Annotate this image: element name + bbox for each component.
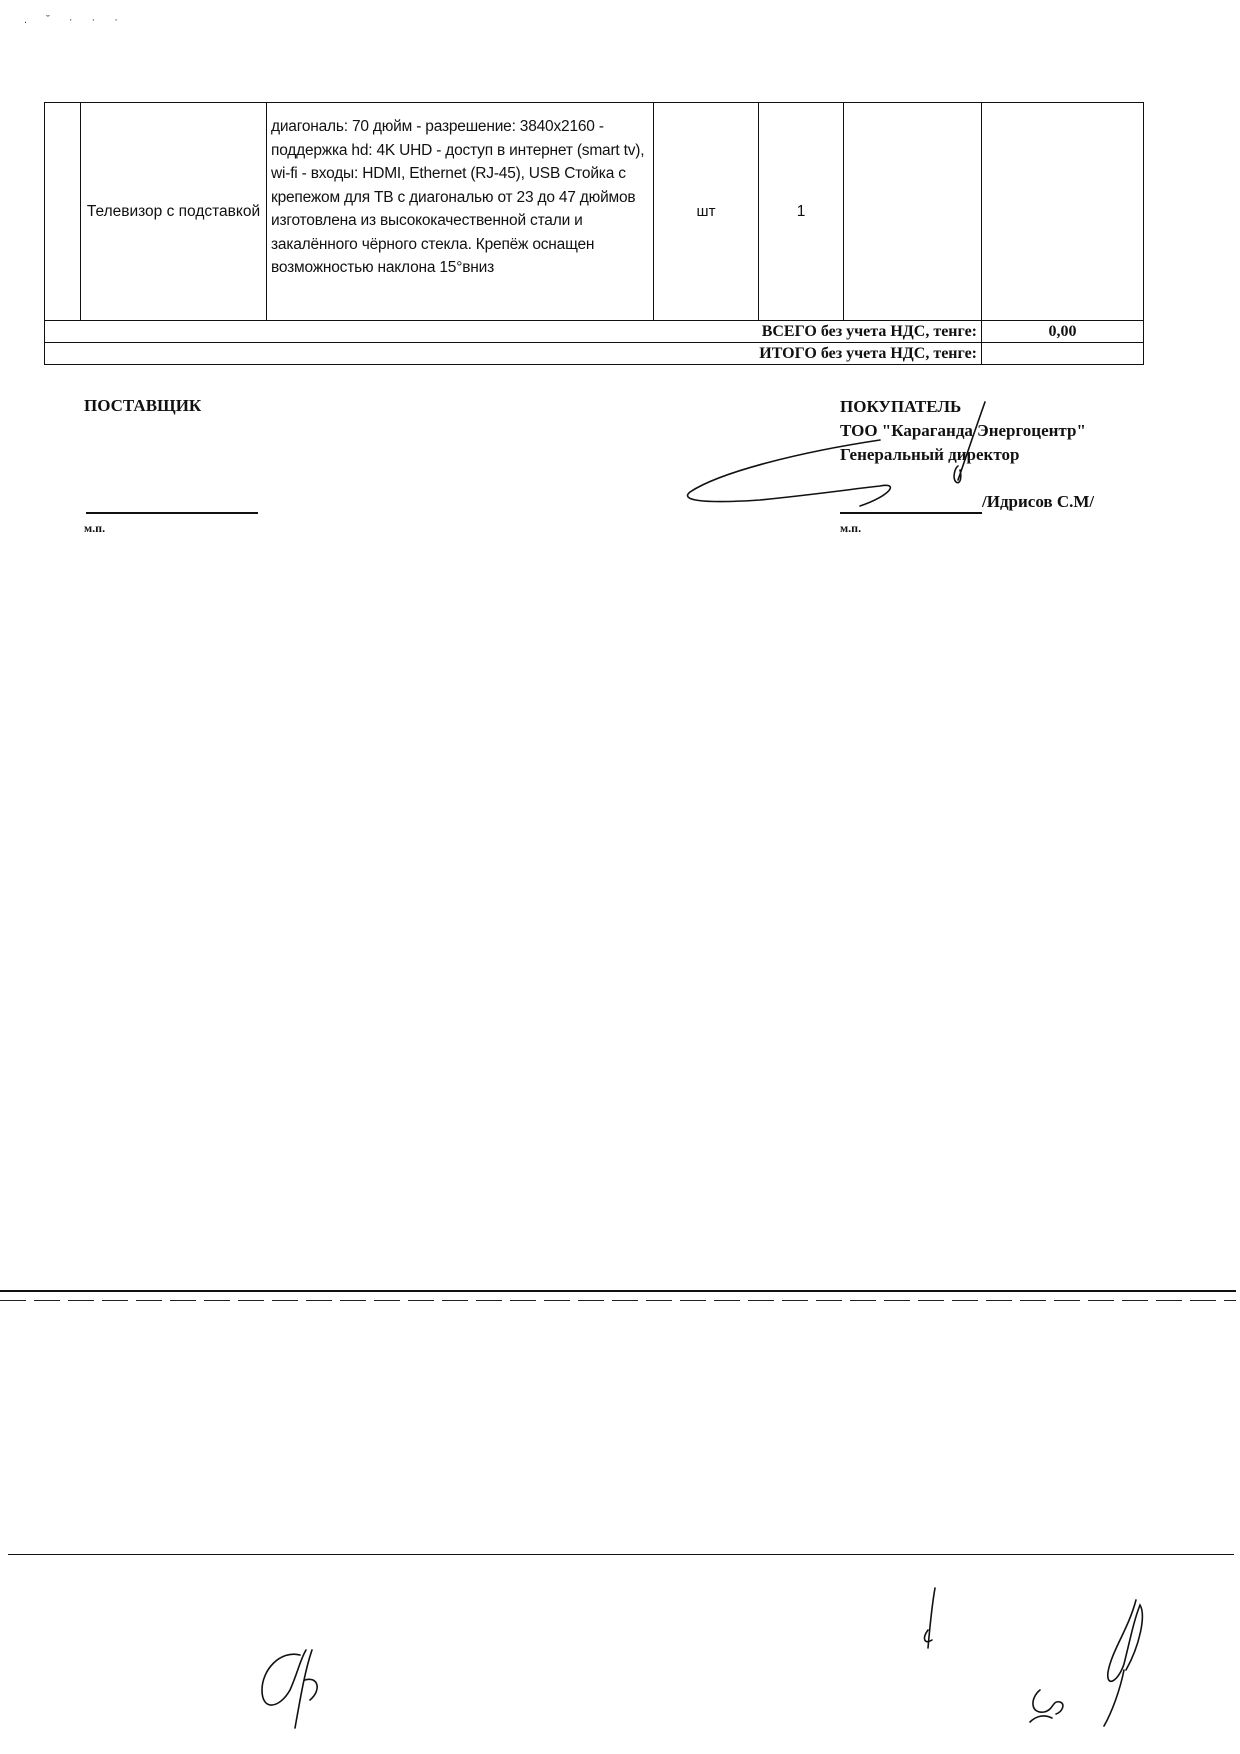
table-row <box>45 103 1144 321</box>
unit-cell <box>654 103 759 321</box>
grand-total-value <box>982 343 1144 365</box>
supplier-stamp: м.п. <box>84 521 106 535</box>
buyer-position: Генеральный директор <box>840 445 1020 464</box>
page-divider-dashed <box>0 1300 1236 1301</box>
page-divider-bottom <box>8 1554 1234 1555</box>
grand-total-row <box>45 343 1144 365</box>
item-quantity: 1 <box>796 202 806 220</box>
quantity-cell <box>759 103 844 321</box>
item-unit: шт <box>696 203 716 220</box>
buyer-signatory: /Идрисов С.М/ <box>982 492 1095 511</box>
sum-cell <box>982 103 1144 321</box>
buyer-stamp: м.п. <box>840 521 862 535</box>
row-number-cell <box>45 103 81 321</box>
grand-total-label: ИТОГО без учета НДС, тенге: <box>45 343 982 365</box>
supplier-signature-line <box>86 512 258 514</box>
buyer-title: ПОКУПАТЕЛЬ <box>840 397 962 416</box>
total-row <box>45 321 1144 343</box>
item-name-cell <box>81 103 267 321</box>
total-value: 0,00 <box>982 321 1144 343</box>
scan-artifact: . ˇ · · · <box>24 14 126 26</box>
specification-table <box>44 102 1144 365</box>
buyer-company: ТОО "Караганда Энергоцентр" <box>840 421 1086 440</box>
item-description-cell <box>267 103 654 321</box>
buyer-signature-line <box>840 512 982 514</box>
supplier-title: ПОСТАВЩИК <box>84 396 202 415</box>
total-label: ВСЕГО без учета НДС, тенге: <box>45 321 982 343</box>
page-divider-top <box>0 1290 1236 1292</box>
item-description: диагональ: 70 дюйм - разрешение: 3840x2160 - поддержка hd: 4K UHD - доступ в интернет (smart tv), wi-fi - входы: HDMI, Ethernet (RJ-45), USB Стойка с крепежом для ТВ с диагональю от 23 до 47 дюймов изготовлена из высококачественной стали и закалённого чёрного стекла. Крепёж оснащен возможностью наклона 15°вниз <box>271 118 645 276</box>
item-name: Телевизор с подставкой <box>86 203 261 220</box>
price-cell <box>844 103 982 321</box>
